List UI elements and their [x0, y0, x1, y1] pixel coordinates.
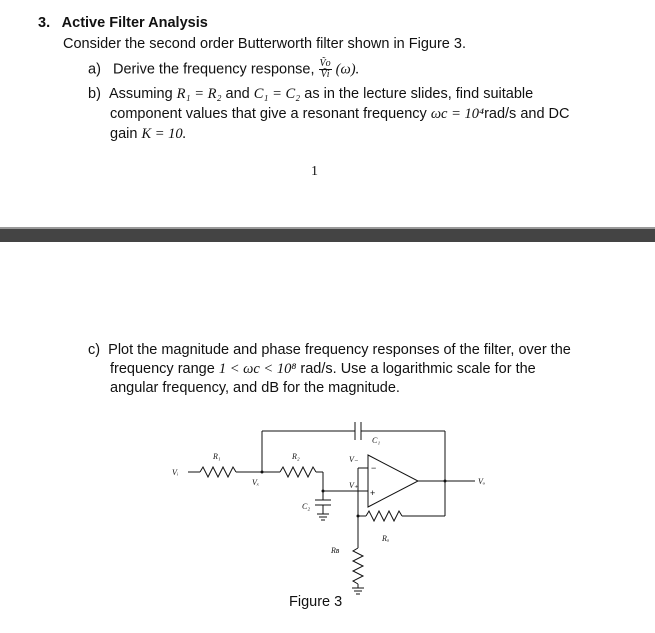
part-c-math-range: 1 < ωc < 10⁸	[218, 361, 297, 377]
page-number: 1	[311, 164, 318, 179]
figure-caption: Figure 3	[289, 594, 343, 610]
label-vo: Vₒ	[478, 477, 486, 486]
part-b-text: as in the lecture slides, find suitable	[300, 86, 534, 102]
node-vo	[444, 480, 447, 483]
fraction-numerator: Ṽo	[319, 58, 331, 69]
node-vminus	[357, 515, 360, 518]
resistor-r1	[200, 467, 236, 477]
label-r2: R₂	[292, 452, 300, 461]
resistor-r2	[280, 467, 316, 477]
opamp-plus-sign: +	[370, 488, 376, 498]
label-vi: Vᵢ	[172, 468, 179, 477]
label-vminus: V₋	[349, 455, 359, 464]
label-c2: C₂	[302, 502, 311, 511]
label-vplus: V₊	[349, 481, 359, 490]
opamp-minus-sign: −	[371, 463, 377, 473]
node-vx	[261, 471, 264, 474]
part-c-marker: c)	[88, 342, 101, 358]
part-b-text: component values that give a resonant frequency	[110, 106, 431, 122]
part-b-text: rad/s and DC	[484, 106, 570, 122]
part-c-text: Plot the magnitude and phase frequency responses of the filter, over the	[108, 342, 571, 358]
part-c-text: rad/s. Use a logarithmic scale for the	[296, 361, 536, 377]
intro-text: Consider the second order Butterworth filter shown in Figure 3.	[63, 36, 466, 52]
question-title: Active Filter Analysis	[61, 15, 208, 31]
part-a-marker: a)	[88, 61, 101, 78]
node-vplus	[322, 490, 325, 493]
part-c-line3: angular frequency, and dB for the magnitude.	[110, 380, 400, 396]
label-rb: Rʙ	[331, 546, 340, 555]
part-b-math-k: K = 10.	[141, 126, 187, 142]
label-ra: Rₐ	[382, 534, 390, 543]
part-b-math-wc: ωc = 10⁴	[430, 106, 485, 122]
part-b-text: Assuming	[108, 86, 177, 102]
part-b-text: gain	[110, 126, 142, 142]
label-vx: Vₓ	[252, 478, 260, 487]
label-r1: R₁	[213, 452, 221, 461]
part-b-math-r: R₁ = R₂	[176, 86, 222, 102]
fraction-denominator: Ṽi	[320, 69, 330, 80]
question-number: 3.	[38, 15, 51, 31]
resistor-ra	[366, 511, 402, 521]
part-a-argument: (ω).	[335, 61, 360, 78]
part-b-math-c: C₁ = C₂	[253, 86, 301, 102]
part-b-text: and	[221, 86, 254, 102]
part-c-text: frequency range	[110, 361, 219, 377]
part-b-marker: b)	[88, 86, 101, 102]
resistor-rb	[353, 548, 363, 584]
part-a-text: Derive the frequency response,	[113, 61, 315, 78]
label-c1: C₁	[372, 436, 381, 445]
